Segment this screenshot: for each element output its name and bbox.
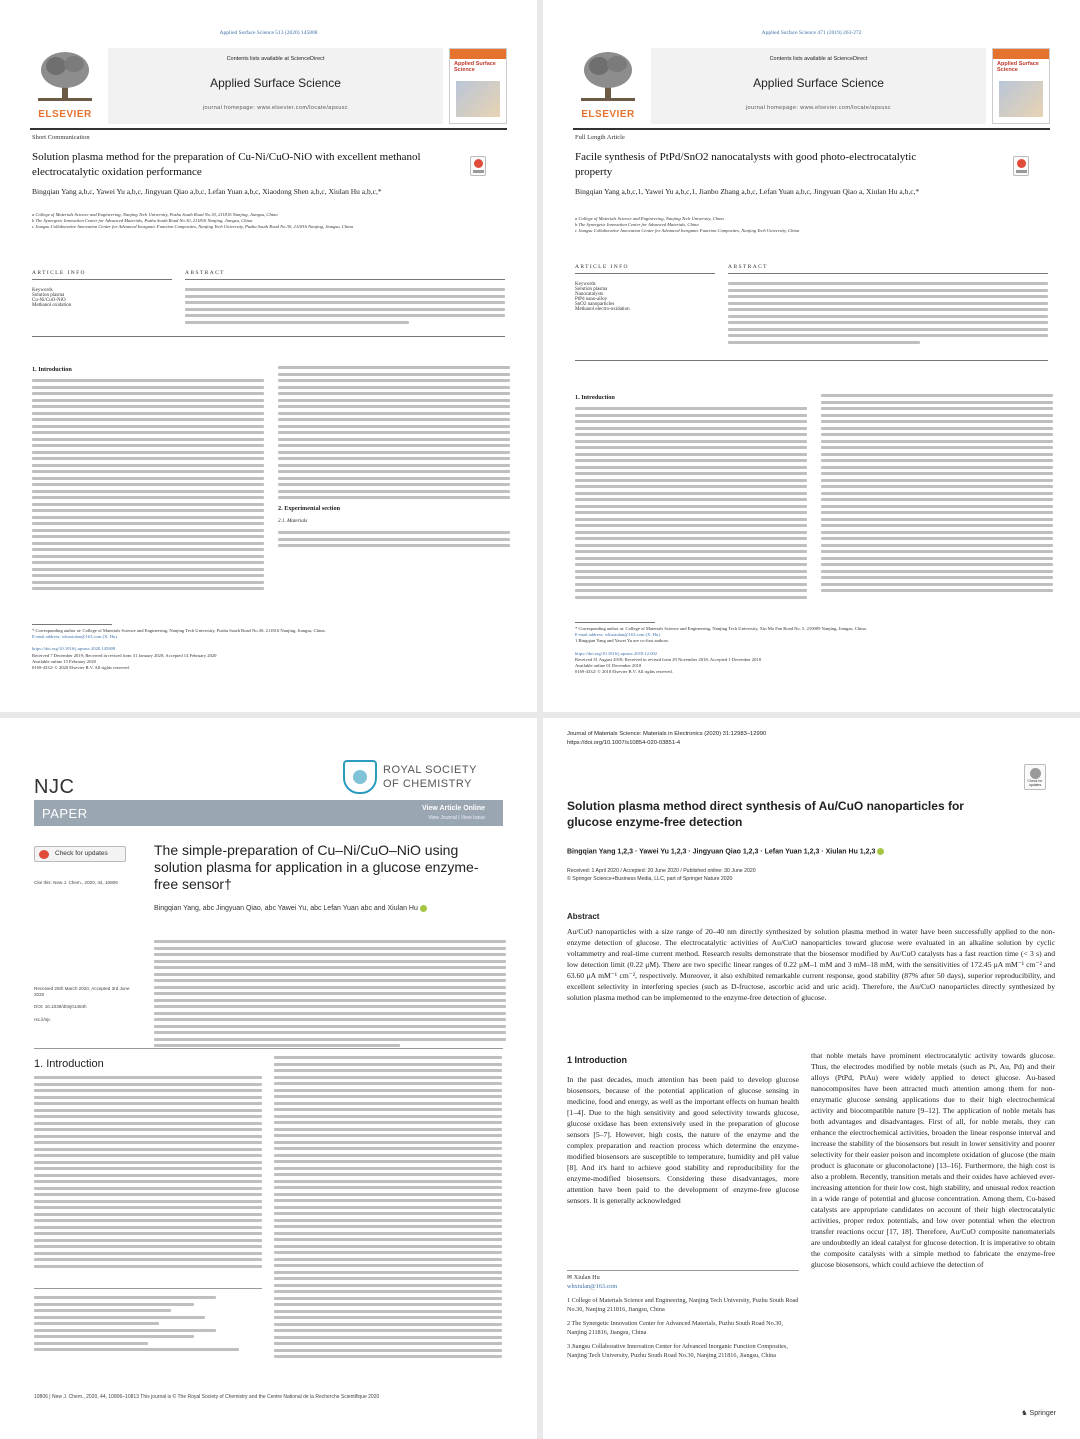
- keyword: Methanol electro-oxidation: [575, 307, 630, 312]
- springer-name: Springer: [1029, 1410, 1056, 1417]
- check-updates-label: Check for updates: [55, 850, 108, 857]
- affiliation: a College of Materials Science and Engineering, Nanjing Tech University, Puzhu South Road No.30, 211816 Nanjing, Jiangsu, China: [32, 212, 278, 217]
- body-text: [278, 531, 510, 547]
- keyword: Keywords: [32, 288, 53, 293]
- page-footer: 10806 | New J. Chem., 2020, 44, 10806–10813 This journal is © The Royal Society of Chemistry and the Centre National de la Recherche Scientifique 2020: [34, 1394, 380, 1400]
- journal-logo: NJC: [34, 776, 75, 798]
- journal-cover: [449, 48, 507, 124]
- received-info: [34, 986, 134, 1023]
- body-column-left: In the past decades, much attention has been paid to develop glucose biosensors, because of the potential application of glucose sensing in medicine, food and energy, as well as the important effects on human health [1–4]. Due to the high sensitivity and good selectivity towards glucose, glucose oxidase has been extensively used in the preparation of glucose sensors [5–7]. However, high costs, the nature of the enzyme and the complex preparation and reaction process which determine the enzyme-modified biosensors are susceptible to temperature, humidity and pH value [8]. And it's hard to achieve good stability and reproducibility for the enzyme-modified biosensors. Considering these disadvantages, more attention have been paid to the development of enzyme-free glucose sensors. It is generally acknowledged: [567, 1075, 799, 1205]
- paper-page-2: [543, 0, 1080, 712]
- journal-banner: [651, 48, 986, 124]
- abstract-text: [154, 940, 506, 1047]
- section-heading: 1. Introduction: [575, 394, 615, 401]
- journal-banner: [108, 48, 443, 124]
- abstract-rule: [34, 1048, 503, 1049]
- header-rule: [30, 128, 507, 130]
- corresponding-author: * Corresponding author at: College of Materials Science and Engineering, Nanjing Tech University, Puzhu South Road No.30, 211816 Nanjing, Jiangsu, China.: [32, 628, 326, 633]
- check-for-updates-icon[interactable]: [1013, 156, 1029, 176]
- journal-reference: [567, 730, 766, 748]
- journal-name: Applied Surface Science: [210, 76, 341, 90]
- body-text: [32, 379, 264, 590]
- body-column-right: [274, 1056, 502, 1362]
- elsevier-tree-icon: [38, 50, 92, 102]
- affiliation: c Jiangsu Collaborative Innovation Center for Advanced Inorganic Function Composites, Nanjing Tech University, Puzhu South Road No.30, 211816 Nanjing, Jiangsu, China: [32, 224, 354, 230]
- elsevier-logo: [573, 48, 643, 124]
- abstract-rule: [575, 360, 1048, 361]
- check-for-updates-button[interactable]: [34, 846, 126, 862]
- body-text: [34, 1076, 262, 1268]
- body-text: [575, 407, 807, 599]
- footnotes: [34, 1296, 262, 1355]
- header-rule: [573, 128, 1050, 130]
- check-for-updates-icon[interactable]: [470, 156, 486, 176]
- keyword: Cu-Ni/CuO-NiO: [32, 298, 66, 303]
- article-title: Facile synthesis of PtPd/SnO2 nanocatalysts with good photo-electrocatalytic property: [575, 151, 917, 178]
- footnote-text: [34, 1296, 262, 1351]
- abstract-text: Au/CuO nanoparticles with a size range of 20–40 nm directly synthesized by solution plasma method in water have been successfully applied to the non-enzyme detection of glucose. The electrocatalytic activities of Au/CuO nanoparticles toward glucose were evaluated in an alkaline solution by cyclic voltammetry and real-time current method. Research results demonstrate that the biosensor modified by Au/CuO catalysts has a fast reaction time (< 3 s) and low detection limit (0.22 μM). There are two specific linear ranges of 0.22 μM–1 mM and 3 mM–18 mM, with the sensitivities of 172.45 μA mM⁻¹ cm⁻² and 63.60 μA mM⁻¹ cm⁻², respectively. Moreover, it also exhibited remarkable current response, good stability (87% after 50 days), superior reproducibility, and excellent selectivity in interfering species (such as D-fructose, ascorbic acid and uric acid). Therefore, the Au/CuO nanoparticles directly synthesized by solution plasma method can be implemented to the enzyme-free detection of glucose.: [567, 927, 1055, 1002]
- abstract-heading: ABSTRACT: [185, 270, 505, 280]
- section-heading: 1 Introduction: [567, 1055, 627, 1065]
- paper-page-1: [0, 0, 537, 712]
- affiliations: [32, 212, 502, 231]
- springer-logo: [1021, 1409, 1056, 1417]
- body-column-left: [32, 366, 264, 594]
- abstract-text: [185, 288, 505, 324]
- body-column-right: [278, 366, 510, 551]
- footnotes: [575, 626, 1045, 675]
- body-column-right: that noble metals have prominent electrocatalytic activity towards glucose. Thus, the electrodes modified by noble metals (such as Pt, Au, Pd) and their alloys (PtPd, PtAu) were widely applied to detect glucose. Au-based nanocomposites have been attracted much attention among them for non-enzymatic glucose sensing applications due to their high electrochemical activity and biocompatible nature [9–12]. The application of noble metals has both advantages and disadvantages. First of all, for noble metals, they can enhance the electrochemical activities, broaden the linear response interval and increase the stability of the biosensors but result in lower sensitivity and poorer selectivity for their easier poison and incomplete oxidation of glucose (the main product is gluconate or gluconolactone) [13–16]. Furthermore, the high cost is also a problem. Recently, transition metals and their oxides have achieved ever-increasing attention for their low cost, high stability, and unusual redox reaction in a wide range of potential and glucose concentration. Among them, Cu-based catalysts are appropriate candidates on account of their high electrocatalytic activities, proper redox potentials, and low over potential when the electron transfer reactions occur [17, 18]. Therefore, Au/CuO composite nanomaterials are undoubtedly an ideal catalyst for glucose detection. It is imperative to obtain the composite catalysts with a simple method to fabricate the enzyme-free glucose biosensors, which could achieve the detection of: [811, 1051, 1055, 1269]
- affiliation: b The Synergetic Innovation Center for Advanced Materials, Puzhu South Road No.30, 211816 Nanjing, Jiangsu, China: [32, 218, 253, 224]
- copyright: © Springer Science+Business Media, LLC, part of Springer Nature 2020: [567, 875, 733, 882]
- check-updates-icon: [39, 850, 49, 859]
- keyword: Solution plasma: [575, 287, 608, 292]
- abstract-block: [728, 264, 1048, 347]
- check-for-updates-icon[interactable]: [1024, 764, 1046, 790]
- keyword: Methanol oxidation: [32, 303, 72, 308]
- keyword: PtPd nano-alloy: [575, 297, 608, 302]
- cite-this: Cite this: New J. Chem., 2020, 44, 10806: [34, 880, 118, 885]
- journal-name: Applied Surface Science: [753, 76, 884, 90]
- affiliation: b The Synergetic Innovation Center for Advanced Materials, China: [575, 222, 699, 228]
- springer-horse-icon: ♞: [1021, 1410, 1028, 1417]
- orcid-icon[interactable]: [420, 905, 427, 912]
- affiliation: a College of Materials Science and Engineering, Nanjing Tech University, China: [575, 216, 724, 221]
- cover-title: Applied Surface Science: [997, 61, 1039, 74]
- keyword: Nanocatalysts: [575, 292, 604, 297]
- body-column-left: [34, 1076, 262, 1271]
- abstract-heading: Abstract: [567, 912, 600, 921]
- body-text: [821, 394, 1053, 592]
- cover-title: Applied Surface Science: [454, 61, 496, 74]
- keyword: SnO2 nanoparticles: [575, 302, 615, 307]
- paper-page-4: [543, 718, 1080, 1439]
- affiliation: 2 The Synergetic Innovation Center for Advanced Materials, Puzhu South Road No.30, Nanjing 211816, Jiangsu, China: [567, 1319, 783, 1336]
- received-dates: Received 25th March 2020, Accepted 3rd June 2020: [34, 986, 130, 998]
- abstract-block: [185, 270, 505, 327]
- corresponding-author: ✉ Xiulan Hu: [567, 1274, 600, 1281]
- article-info-heading: ARTICLE INFO: [32, 270, 172, 280]
- keyword: Keywords: [575, 282, 596, 287]
- article-type: Short Communication: [32, 134, 90, 141]
- author-names: Bingqian Yang 1,2,3 · Yawei Yu 1,2,3 · Jingyuan Qiao 1,2,3 · Lefan Yuan 1,2,3 · Xiulan Hu 1,2,3: [567, 848, 876, 856]
- email[interactable]: E-mail address: whuxiulan@163.com (X. Hu).: [575, 632, 662, 638]
- affiliation: c Jiangsu Collaborative Innovation Center for Advanced Inorganic Function Composites, Nanjing Tech University, China: [575, 228, 800, 234]
- section-heading: 2. Experimental section: [278, 505, 341, 512]
- article-title: The simple-preparation of Cu–Ni/CuO–NiO using solution plasma for application in a glucose enzyme-free sensor†: [154, 842, 479, 893]
- journal-citation: Journal of Materials Science: Materials in Electronics (2020) 31:12983–12990: [567, 731, 767, 737]
- body-text: [278, 366, 510, 499]
- abstract-heading: ABSTRACT: [728, 264, 1048, 274]
- section-heading: 1. Introduction: [34, 1058, 104, 1070]
- footnotes: [567, 1274, 799, 1361]
- footnotes: [32, 628, 502, 671]
- abstract-rule: [32, 336, 505, 337]
- journal-url[interactable]: rsc.li/njc: [34, 1016, 51, 1022]
- author-list: [567, 848, 1047, 855]
- article-info: [32, 270, 172, 308]
- received-dates: Received 7 December 2019; Received in revised form 31 January 2020; Accepted 14 February 2020: [32, 652, 217, 658]
- footnote-rule: [567, 1270, 799, 1271]
- doi[interactable]: DOI: 10.1039/d0nj01484h: [34, 1004, 87, 1010]
- footnote-rule: [575, 622, 655, 623]
- available-online: Available online 15 February 2020: [32, 658, 96, 664]
- article-title: Solution plasma method for the preparation of Cu-Ni/CuO-NiO with excellent methanol electrocatalytic oxidation performance: [32, 151, 421, 178]
- footnote-rule: [32, 624, 112, 625]
- rsc-name-line2: OF CHEMISTRY: [383, 778, 472, 790]
- abstract-text: [728, 282, 1048, 344]
- affiliation: 3 Jiangsu Collaborative Innovation Center for Advanced Inorganic Function Composites, Nanjing Tech University, Puzhu South Road No.30, Nanjing 211816, Jiangsu, China: [567, 1342, 788, 1359]
- article-title: Solution plasma method direct synthesis of Au/CuO nanoparticles for glucose enzyme-free detection: [567, 799, 964, 830]
- contents-available-line[interactable]: Contents lists available at ScienceDirect: [769, 56, 868, 62]
- received-dates: Received: 1 April 2020 / Accepted: 20 June 2020 / Published online: 30 June 2020: [567, 868, 756, 874]
- paper-page-3: [0, 718, 537, 1439]
- rsc-logo: [343, 760, 503, 800]
- citation-info: [34, 880, 134, 886]
- author-list: [154, 904, 454, 915]
- publication-dates: [567, 868, 756, 884]
- author-list: Bingqian Yang a,b,c,1, Yawei Yu a,b,c,1, Jianbo Zhang a,b,c, Lefan Yuan a,b,c, Jingyuan Qiao a, Xiulan Hu a,b,c,*: [575, 187, 920, 196]
- copyright: 0169-4332/ © 2020 Elsevier B.V. All rights reserved.: [32, 664, 130, 670]
- body-text: [274, 1056, 502, 1358]
- body-column-left: [575, 394, 807, 602]
- keyword: Solution plasma: [32, 293, 65, 298]
- affiliations: [575, 216, 1045, 235]
- journal-homepage[interactable]: journal homepage: www.elsevier.com/locate/apsusc: [745, 105, 892, 111]
- author-names: Bingqian Yang, abc Jingyuan Qiao, abc Yawei Yu, abc Lefan Yuan abc and Xiulan Hu: [154, 905, 418, 912]
- email[interactable]: E-mail address: whuxiulan@163.com (X. Hu).: [32, 634, 119, 640]
- equal-contribution-note: 1 Bingqian Yang and Yawei Yu are co-first authors.: [575, 638, 670, 644]
- doi-link[interactable]: https://doi.org/10.1016/j.apsusc.2020.145808: [32, 646, 116, 652]
- paper-type-bar: [34, 800, 503, 826]
- abstract-block: [154, 940, 506, 1051]
- subsection-heading: 2.1. Materials: [278, 518, 308, 524]
- copyright: 0169-4332/ © 2018 Elsevier B.V. All rights reserved.: [575, 669, 673, 675]
- body-column-right: [821, 394, 1053, 596]
- affiliation: 1 College of Materials Science and Engineering, Nanjing Tech University, Puzhu South Road No.30, Nanjing 211816, Jiangsu, China: [567, 1296, 799, 1313]
- journal-homepage[interactable]: journal homepage: www.elsevier.com/locate/apsusc: [202, 105, 349, 111]
- elsevier-logo: [30, 48, 100, 124]
- rsc-name-line1: ROYAL SOCIETY: [383, 764, 477, 776]
- contents-available-line[interactable]: Contents lists available at ScienceDirect: [226, 56, 325, 62]
- section-heading: 1. Introduction: [32, 366, 72, 373]
- publisher-name: ELSEVIER: [581, 109, 635, 120]
- journal-header: [573, 48, 1050, 124]
- journal-cover: [992, 48, 1050, 124]
- paper-label: PAPER: [42, 806, 88, 821]
- corresponding-author: * Corresponding author at: College of Materials Science and Engineering, Nanjing Tech University, Xin Mo Fan Road No. 5, 210009 Nanjing, Jiangsu, China.: [575, 626, 867, 631]
- article-type: Full Length Article: [575, 134, 625, 141]
- author-list: Bingqian Yang a,b,c, Yawei Yu a,b,c, Jingyuan Qiao a,b,c, Lefan Yuan a,b,c, Xiaodong Shen a,b,c, Xiulan Hu a,b,c,*: [32, 187, 382, 196]
- journal-header: [30, 48, 507, 124]
- check-label: Check for updates: [1027, 779, 1043, 787]
- available-online: Available online 01 December 2018: [575, 662, 642, 668]
- journal-reference[interactable]: Applied Surface Science 513 (2020) 145808: [219, 30, 318, 36]
- article-info: [575, 264, 715, 312]
- article-info-heading: ARTICLE INFO: [575, 264, 715, 274]
- elsevier-tree-icon: [581, 50, 635, 102]
- email[interactable]: whxiulan@163.com: [567, 1282, 618, 1290]
- view-journal-link[interactable]: View Journal | View Issue: [428, 815, 485, 821]
- publisher-name: ELSEVIER: [38, 109, 92, 120]
- view-article-online-link[interactable]: View Article Online: [421, 805, 485, 812]
- journal-reference[interactable]: Applied Surface Science 471 (2019) 263-272: [761, 30, 862, 36]
- rsc-emblem-icon: [343, 760, 377, 794]
- footnote-rule: [34, 1288, 262, 1289]
- doi-link[interactable]: https://doi.org/10.1016/j.apsusc.2018.12.002: [575, 650, 658, 656]
- doi-link[interactable]: https://doi.org/10.1007/s10854-020-03851-4: [567, 739, 681, 746]
- orcid-icon[interactable]: [877, 848, 884, 855]
- received-dates: Received 31 August 2018; Received in revised form 29 November 2018; Accepted 1 December 2018: [575, 656, 761, 662]
